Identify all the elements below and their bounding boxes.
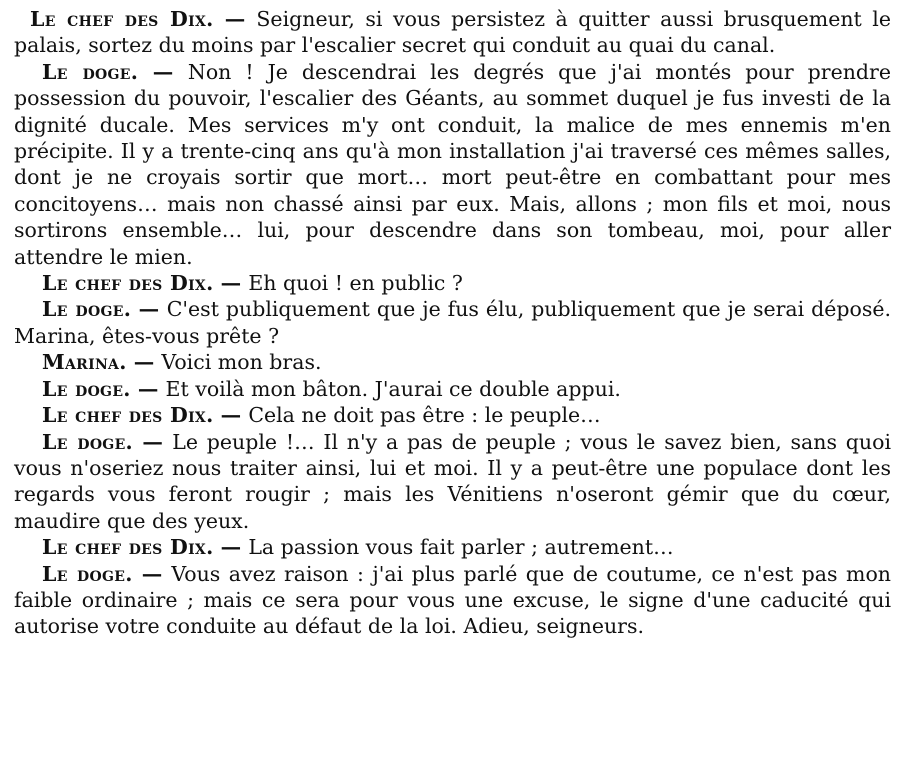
dialogue-line: Non ! Je descendrai les degrés que j'ai montés pour prendre possession du pouvoir, l'escalier des Géants, au sommet duquel je fus investi de la dignité ducale. Mes services m'y ont conduit, la malice de mes ennemis m'en précipite. Il y a trente-cinq ans qu'à mon installation j'ai traversé ces mêmes salles, dont je ne croyais sortir que mort… mort peut-être en combattant pour mes concitoyens… mais non chassé ainsi par eux. Mais, allons ; mon fils et moi, nous sortirons ensemble… lui, pour descendre dans son tombeau, moi, pour aller attendre le mien.: [14, 59, 891, 269]
dialogue-paragraph: [14, 534, 891, 560]
dialogue-line: Le peuple !… Il n'y a pas de peuple ; vous le savez bien, sans quoi vous n'oseriez nous traiter ainsi, lui et moi. Il y a peut-être une populace dont les regards vous feront rougir ; mais les Vénitiens n'oseront gémir que du cœur, maudire que des yeux.: [14, 429, 891, 533]
dialogue-dash: —: [132, 429, 173, 454]
speaker-name: Le chef des Dix.: [42, 271, 214, 296]
dialogue-paragraph: [14, 402, 891, 428]
dialogue-paragraph: [14, 296, 891, 349]
speaker-name: Le chef des Dix.: [42, 403, 214, 428]
speaker-name: Le chef des Dix.: [42, 535, 214, 560]
speaker-name: Marina.: [42, 350, 127, 375]
dialogue-dash: —: [132, 561, 172, 586]
dialogue-line: La passion vous fait parler ; autrement…: [248, 535, 674, 560]
dialogue-line: Seigneur, si vous persistez à quitter aussi brusquement le palais, sortez du moins par l'escalier secret qui conduit au quai du canal.: [14, 7, 891, 58]
dialogue-paragraph: [14, 270, 891, 296]
dialogue-dash: —: [131, 297, 167, 322]
dialogue-paragraph: [14, 429, 891, 535]
speaker-name: Le doge.: [42, 297, 132, 322]
speaker-name: Le doge.: [42, 376, 131, 401]
dialogue-paragraph: [14, 561, 891, 640]
dialogue-line: C'est publiquement que je fus élu, publiquement que je serai déposé. Marina, êtes-vous prête ?: [14, 297, 891, 348]
dialogue-line: Eh quoi ! en public ?: [248, 271, 463, 296]
dialogue-dash: —: [213, 403, 249, 428]
dialogue-paragraph: [14, 376, 891, 402]
speaker-name: Le doge.: [42, 429, 133, 454]
dialogue-line: Et voilà mon bâton. J'aurai ce double appui.: [165, 376, 621, 401]
speaker-name: Le chef des Dix.: [30, 7, 214, 31]
dialogue-dash: —: [213, 535, 249, 560]
dialogue-paragraph: [14, 349, 891, 375]
dialogue-dash: —: [213, 7, 257, 31]
dialogue-dash: —: [130, 376, 166, 401]
dialogue-paragraph: [14, 6, 891, 59]
dialogue-paragraph: [14, 59, 891, 270]
speaker-name: Le doge.: [42, 561, 133, 586]
dialogue-line: Vous avez raison : j'ai plus parlé que de coutume, ce n'est pas mon faible ordinaire ; mais ce sera pour vous une excuse, le signe d'une caducité qui autorise votre conduite au défaut de la loi. Adieu, seigneurs.: [14, 561, 891, 639]
dialogue-dash: —: [213, 271, 249, 296]
dialogue-dash: —: [126, 350, 162, 375]
speaker-name: Le doge.: [42, 59, 139, 84]
dialogue-line: Cela ne doit pas être : le peuple…: [248, 403, 601, 428]
dialogue-line: Voici mon bras.: [161, 350, 322, 375]
dialogue-dash: —: [138, 59, 188, 84]
